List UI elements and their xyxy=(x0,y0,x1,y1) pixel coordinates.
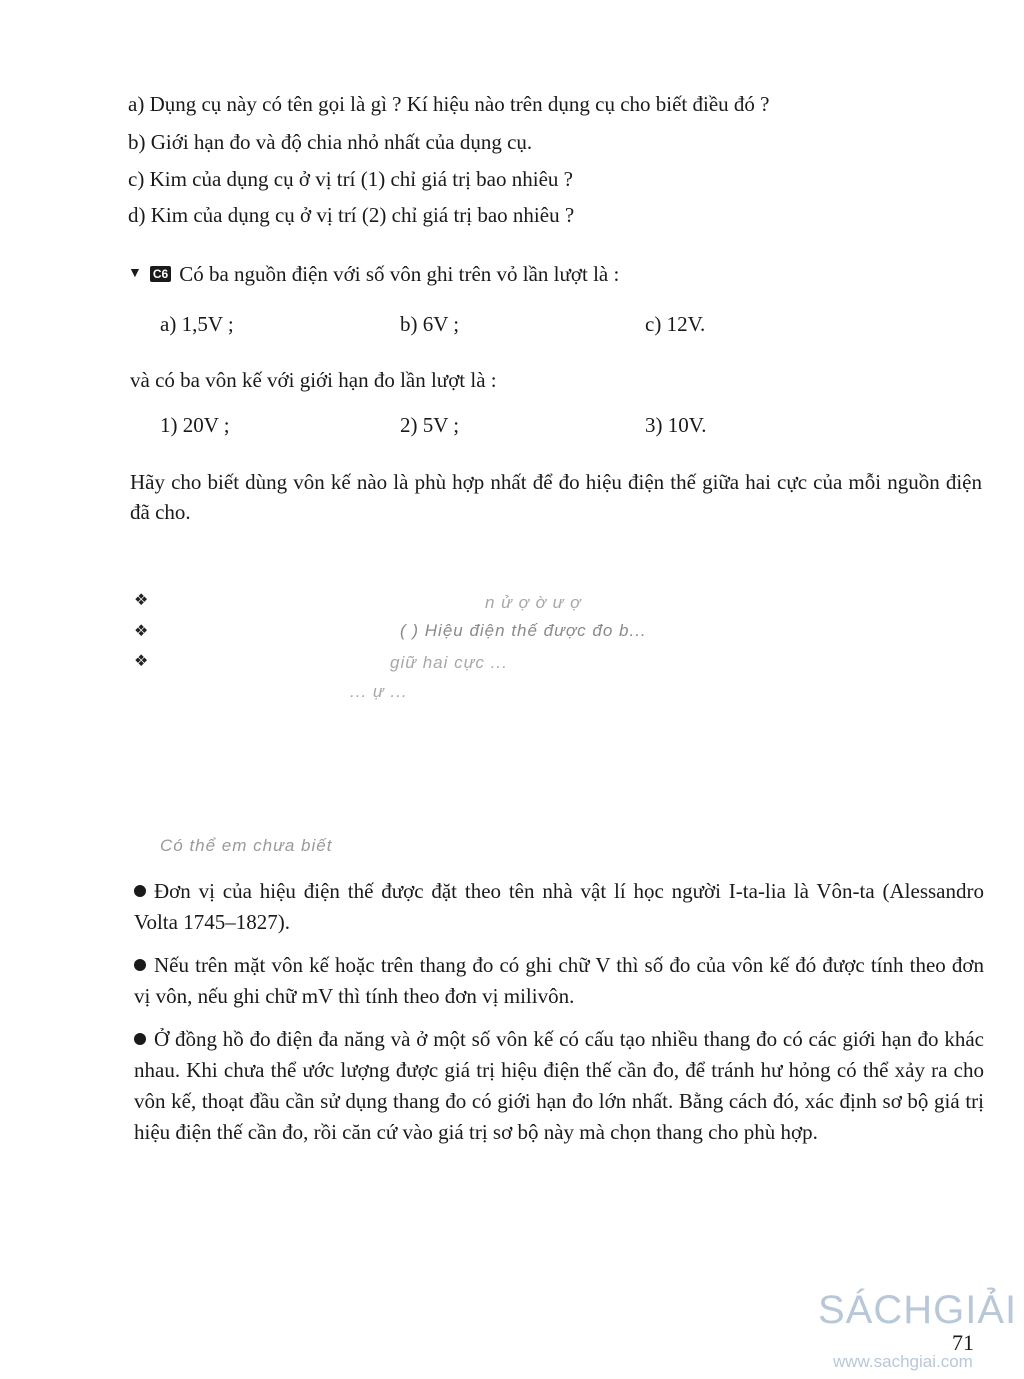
voltmeter-3: 3) 10V. xyxy=(645,413,707,437)
page-number: 71 xyxy=(952,1330,974,1355)
voltmeter-2: 2) 5V ; xyxy=(400,413,460,437)
info-item-text: Đơn vị của hiệu điện thế được đặt theo tên nhà vật lí học người I-ta-lia là Vôn-ta (Alessandro Volta 1745–1827). xyxy=(134,879,984,934)
question-b: b) Giới hạn đo và độ chia nhỏ nhất của dụng cụ. xyxy=(128,130,533,154)
faded-text-4: ... ự ... xyxy=(350,682,408,701)
diamond-bullet-icon: ❖ xyxy=(134,590,149,609)
voltmeter-intro: và có ba vôn kế với giới hạn đo lần lượt là : xyxy=(130,368,497,392)
source-a: a) 1,5V ; xyxy=(160,312,234,336)
source-c: c) 12V. xyxy=(645,312,706,336)
triangle-down-icon: ▼ xyxy=(128,266,142,281)
faded-text-2: ( ) Hiệu điện thế được đo b... xyxy=(400,621,647,640)
c6-badge: C6 xyxy=(150,266,171,282)
faded-text-3: giữ hai cực ... xyxy=(390,653,508,672)
info-item-volta xyxy=(134,876,984,938)
c6-intro: Có ba nguồn điện với số vôn ghi trên vỏ lần lượt là : xyxy=(179,262,620,286)
question-a: a) Dụng cụ này có tên gọi là gì ? Kí hiệu nào trên dụng cụ cho biết điều đó ? xyxy=(128,92,770,116)
faded-text-1: n ử ợ ờ ư ợ xyxy=(485,593,582,612)
watermark-url: www.sachgiai.com xyxy=(833,1352,973,1371)
diamond-bullet-icon: ❖ xyxy=(134,621,149,640)
c6-intro-row xyxy=(128,262,619,286)
info-item-text: Ở đồng hồ đo điện đa năng và ở một số vôn kế có cấu tạo nhiều thang đo có các giới hạn đo khác nhau. Khi chưa thể ước lượng được giá trị hiệu điện thế cần đo, để tránh hư hỏng có thể xảy ra cho vôn kế, thoạt đầu cần sử dụng thang đo có giới hạn đo lớn nhất. Bằng cách đó, xác định sơ bộ giá trị hiệu điện thế cần đo, rồi căn cứ vào giá trị sơ bộ này mà chọn thang cho phù hợp. xyxy=(134,1027,984,1144)
info-item-multimeter xyxy=(134,1024,984,1148)
bullet-dot-icon xyxy=(134,959,146,971)
voltmeter-1: 1) 20V ; xyxy=(160,413,230,437)
question-d: d) Kim của dụng cụ ở vị trí (2) chỉ giá trị bao nhiêu ? xyxy=(128,203,575,227)
diamond-bullet-icon: ❖ xyxy=(134,651,149,670)
info-item-units xyxy=(134,950,984,1012)
did-you-know-heading: Có thể em chưa biết xyxy=(160,836,333,855)
bullet-dot-icon xyxy=(134,1033,146,1045)
bullet-dot-icon xyxy=(134,885,146,897)
source-b: b) 6V ; xyxy=(400,312,460,336)
info-item-text: Nếu trên mặt vôn kế hoặc trên thang đo có ghi chữ V thì số đo của vôn kế đó được tính theo đơn vị vôn, nếu ghi chữ mV thì tính theo đơn vị milivôn. xyxy=(134,953,984,1008)
watermark-logo: SÁCHGIẢI xyxy=(818,1288,1018,1332)
c6-question: Hãy cho biết dùng vôn kế nào là phù hợp nhất để đo hiệu điện thế giữa hai cực của mỗi nguồn điện đã cho. xyxy=(130,470,982,524)
question-c: c) Kim của dụng cụ ở vị trí (1) chỉ giá trị bao nhiêu ? xyxy=(128,167,573,191)
